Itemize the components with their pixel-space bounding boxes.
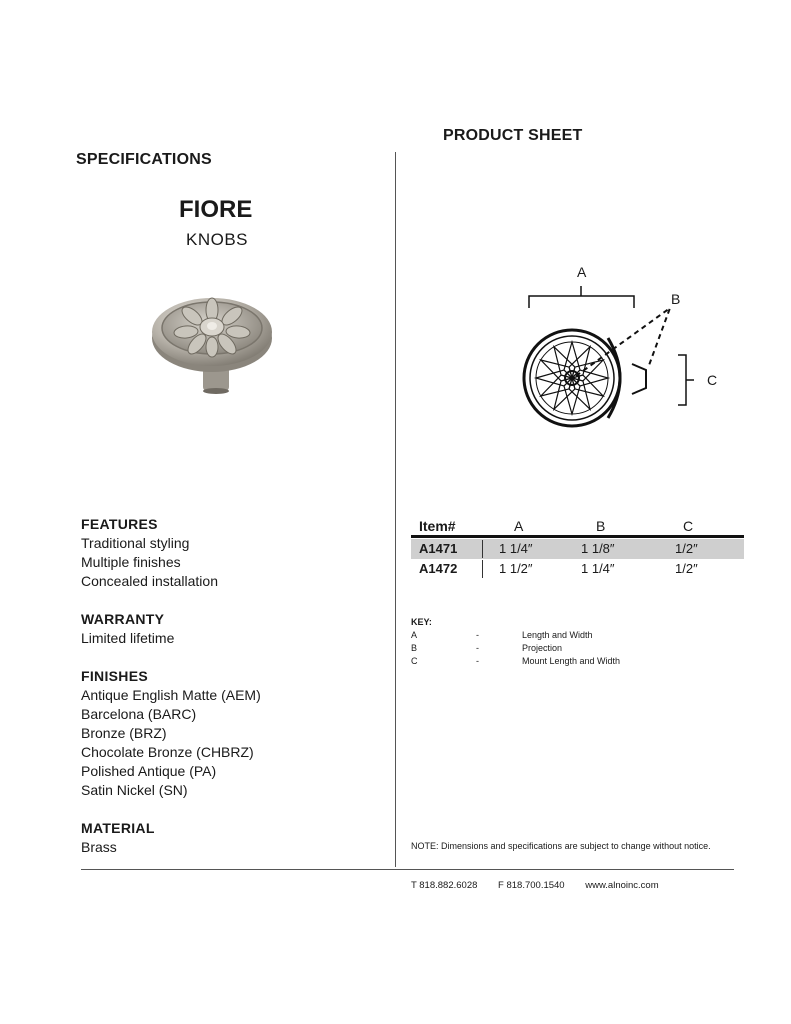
specifications-heading: SPECIFICATIONS — [76, 151, 212, 168]
finish-item: Polished Antique (PA) — [81, 763, 217, 779]
key-dash: - — [476, 630, 479, 640]
cell-a: 1 1/4″ — [499, 541, 533, 556]
cell-b: 1 1/4″ — [581, 561, 615, 576]
dimension-diagram — [520, 260, 730, 460]
cell-c: 1/2″ — [675, 561, 698, 576]
row-separator — [482, 540, 483, 558]
cell-a: 1 1/2″ — [499, 561, 533, 576]
finish-item: Barcelona (BARC) — [81, 706, 197, 722]
finish-item: Chocolate Bronze (CHBRZ) — [81, 744, 254, 760]
key-desc: Mount Length and Width — [522, 656, 621, 666]
product-sheet-heading: PRODUCT SHEET — [443, 127, 583, 144]
finish-item: Bronze (BRZ) — [81, 725, 167, 741]
header-a: A — [514, 518, 524, 534]
header-item: Item# — [419, 518, 456, 534]
warranty-value: Limited lifetime — [81, 630, 175, 646]
footer-fax: F 818.700.1540 — [498, 880, 565, 891]
table-row — [411, 559, 744, 579]
key-dash: - — [476, 656, 479, 666]
contact-footer — [411, 880, 677, 891]
cell-c: 1/2″ — [675, 541, 698, 556]
cell-b: 1 1/8″ — [581, 541, 615, 556]
key-title: KEY: — [411, 617, 432, 627]
feature-item: Multiple finishes — [81, 554, 181, 570]
diagram-label-b: B — [671, 291, 681, 307]
warranty-title: WARRANTY — [81, 611, 165, 627]
column-divider — [395, 152, 396, 867]
key-desc: Projection — [522, 643, 563, 653]
feature-item: Traditional styling — [81, 535, 190, 551]
cell-item: A1471 — [419, 541, 458, 556]
feature-item: Concealed installation — [81, 573, 218, 589]
table-header — [411, 518, 744, 536]
product-category: KNOBS — [186, 230, 249, 249]
table-rule — [411, 535, 744, 538]
footer-divider — [81, 869, 734, 870]
features-section — [81, 515, 218, 591]
material-section — [81, 819, 155, 857]
finishes-section — [81, 667, 261, 800]
finish-item: Antique English Matte (AEM) — [81, 687, 261, 703]
product-name: FIORE — [179, 196, 253, 223]
finishes-title: FINISHES — [81, 668, 148, 684]
cell-item: A1472 — [419, 561, 458, 576]
material-value: Brass — [81, 839, 117, 855]
diagram-label-c: C — [707, 372, 718, 388]
footer-web[interactable]: www.alnoinc.com — [585, 880, 659, 891]
diagram-label-a: A — [577, 264, 587, 280]
warranty-section — [81, 610, 174, 648]
header-c: C — [683, 518, 694, 534]
key-letter: B — [411, 643, 418, 653]
key-desc: Length and Width — [522, 630, 593, 640]
header-b: B — [596, 518, 606, 534]
key-letter: C — [411, 656, 418, 666]
features-title: FEATURES — [81, 516, 158, 532]
finish-item: Satin Nickel (SN) — [81, 782, 188, 798]
material-title: MATERIAL — [81, 820, 155, 836]
footer-phone: T 818.882.6028 — [411, 880, 478, 891]
disclaimer-note: NOTE: Dimensions and specifications are subject to change without notice. — [411, 841, 711, 851]
table-row — [411, 539, 744, 559]
key-letter: A — [411, 630, 418, 640]
row-separator — [482, 560, 483, 578]
product-photo — [140, 280, 280, 400]
key-dash: - — [476, 643, 479, 653]
